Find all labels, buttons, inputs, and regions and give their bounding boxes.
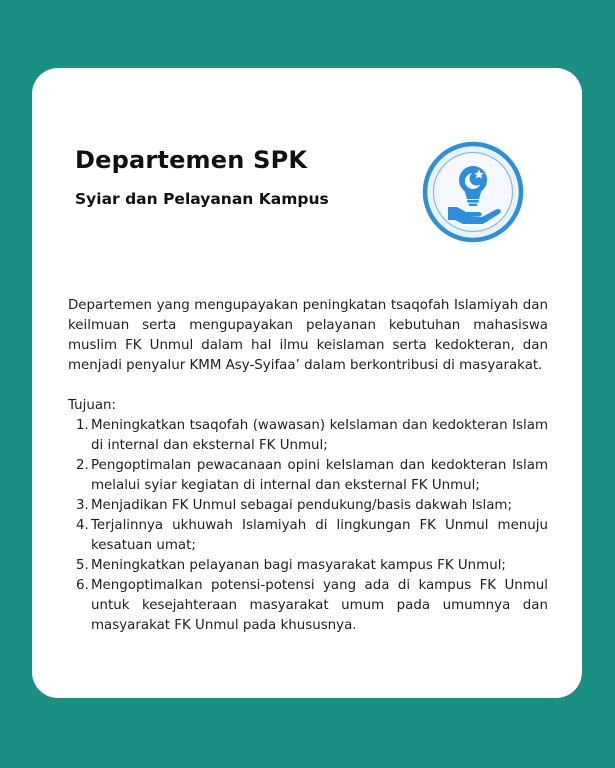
goal-number: 1.: [76, 418, 89, 433]
department-emblem: [421, 140, 525, 244]
goal-text: Meningkatkan pelayanan bagi masyarakat kampus FK Unmul;: [91, 558, 506, 573]
content-body: [68, 296, 548, 636]
goal-number: 6.: [76, 578, 89, 593]
goal-item: [68, 556, 548, 576]
department-description: Departemen yang mengupayakan peningkatan tsaqofah Islamiyah dan keilmuan serta mengupayakan pelayanan kebutuhan mahasiswa muslim FK Unmul dalam hal ilmu keislaman serta kedokteran, dan menjadi penyalur KMM Asy-Syifaa’ dalam berkontribusi di masyarakat.: [68, 298, 548, 373]
hand-bulb-crescent-icon: [421, 140, 525, 244]
goal-item: [68, 496, 548, 516]
goal-item: [68, 456, 548, 496]
goal-item: [68, 576, 548, 636]
page-title: Departemen SPK: [75, 146, 308, 174]
goal-text: Pengoptimalan pewacanaan opini keIslaman dan kedokteran Islam melalui syiar kegiatan di internal dan eksternal FK Unmul;: [91, 458, 548, 493]
goals-list: [68, 416, 548, 636]
goal-number: 4.: [76, 518, 89, 533]
goal-number: 3.: [76, 498, 89, 513]
page-subtitle: Syiar dan Pelayanan Kampus: [75, 190, 329, 208]
goal-text: Mengoptimalkan potensi-potensi yang ada di kampus FK Unmul untuk kesejahteraan masyarakat umum pada umumnya dan masyarakat FK Unmul pada khususnya.: [91, 578, 548, 633]
goal-text: Terjalinnya ukhuwah Islamiyah di lingkungan FK Unmul menuju kesatuan umat;: [91, 518, 548, 553]
goals-heading: Tujuan:: [68, 398, 117, 413]
goal-item: [68, 516, 548, 556]
goal-number: 5.: [76, 558, 89, 573]
goal-item: [68, 416, 548, 456]
goal-text: Meningkatkan tsaqofah (wawasan) keIslaman dan kedokteran Islam di internal dan eksternal FK Unmul;: [91, 418, 548, 453]
goal-number: 2.: [76, 458, 89, 473]
goal-text: Menjadikan FK Unmul sebagai pendukung/basis dakwah Islam;: [91, 498, 512, 513]
